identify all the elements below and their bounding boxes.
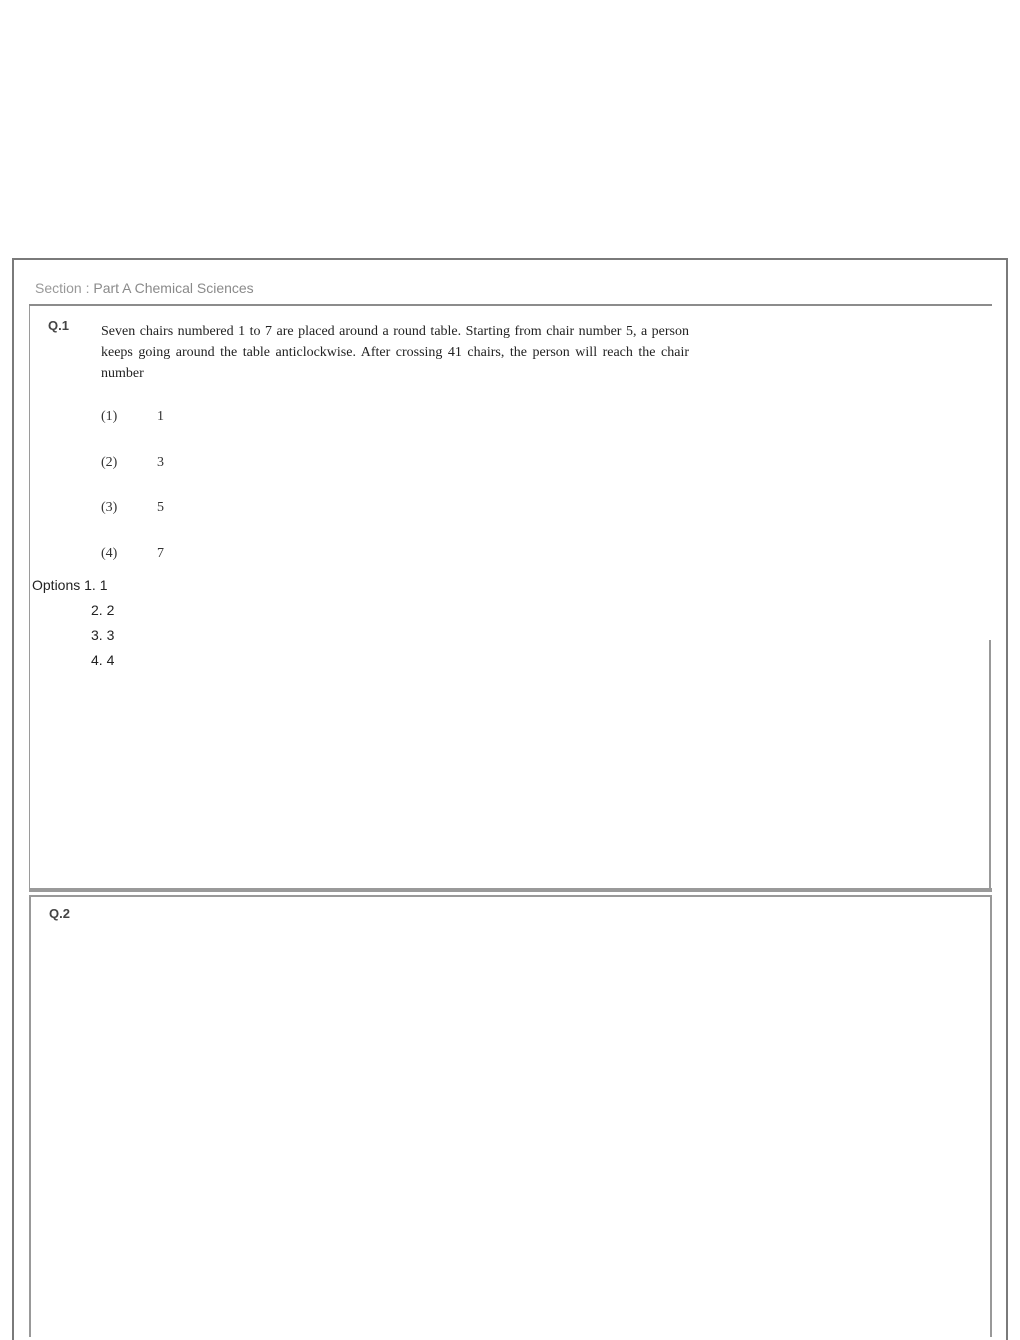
choice-label: (3) [101, 500, 118, 515]
option-item: 1. 1 [84, 577, 108, 593]
section-prefix: Section : [35, 280, 94, 296]
options-list [32, 576, 114, 676]
choice-label: (2) [101, 455, 118, 470]
question-1-number: Q.1 [48, 318, 69, 333]
choice-value: 3 [157, 455, 164, 470]
choice-3 [101, 500, 164, 516]
options-label: Options [32, 577, 81, 593]
section-name: Part A Chemical Sciences [93, 280, 254, 296]
question-2-panel [29, 895, 992, 1337]
section-header [35, 280, 254, 296]
choice-value: 5 [157, 500, 164, 515]
choice-value: 1 [157, 409, 164, 424]
question-1-panel [29, 306, 991, 889]
option-item: 2. 2 [91, 602, 115, 618]
question-1-bottom-border [29, 888, 992, 892]
choice-label: (1) [101, 409, 118, 424]
question-2-number: Q.2 [49, 906, 70, 921]
choice-label: (4) [101, 546, 118, 561]
choice-2 [101, 455, 164, 471]
choice-1 [101, 409, 164, 425]
choice-4 [101, 546, 164, 562]
question-1-right-border [989, 640, 991, 890]
question-1-text: Seven chairs numbered 1 to 7 are placed around a round table. Starting from chair number 5, a person keeps going around the table anticlockwise. After crossing 41 chairs, the person will reach the chair number [101, 324, 689, 381]
option-item: 3. 3 [91, 627, 115, 643]
option-item: 4. 4 [91, 652, 115, 668]
choice-value: 7 [157, 546, 164, 561]
